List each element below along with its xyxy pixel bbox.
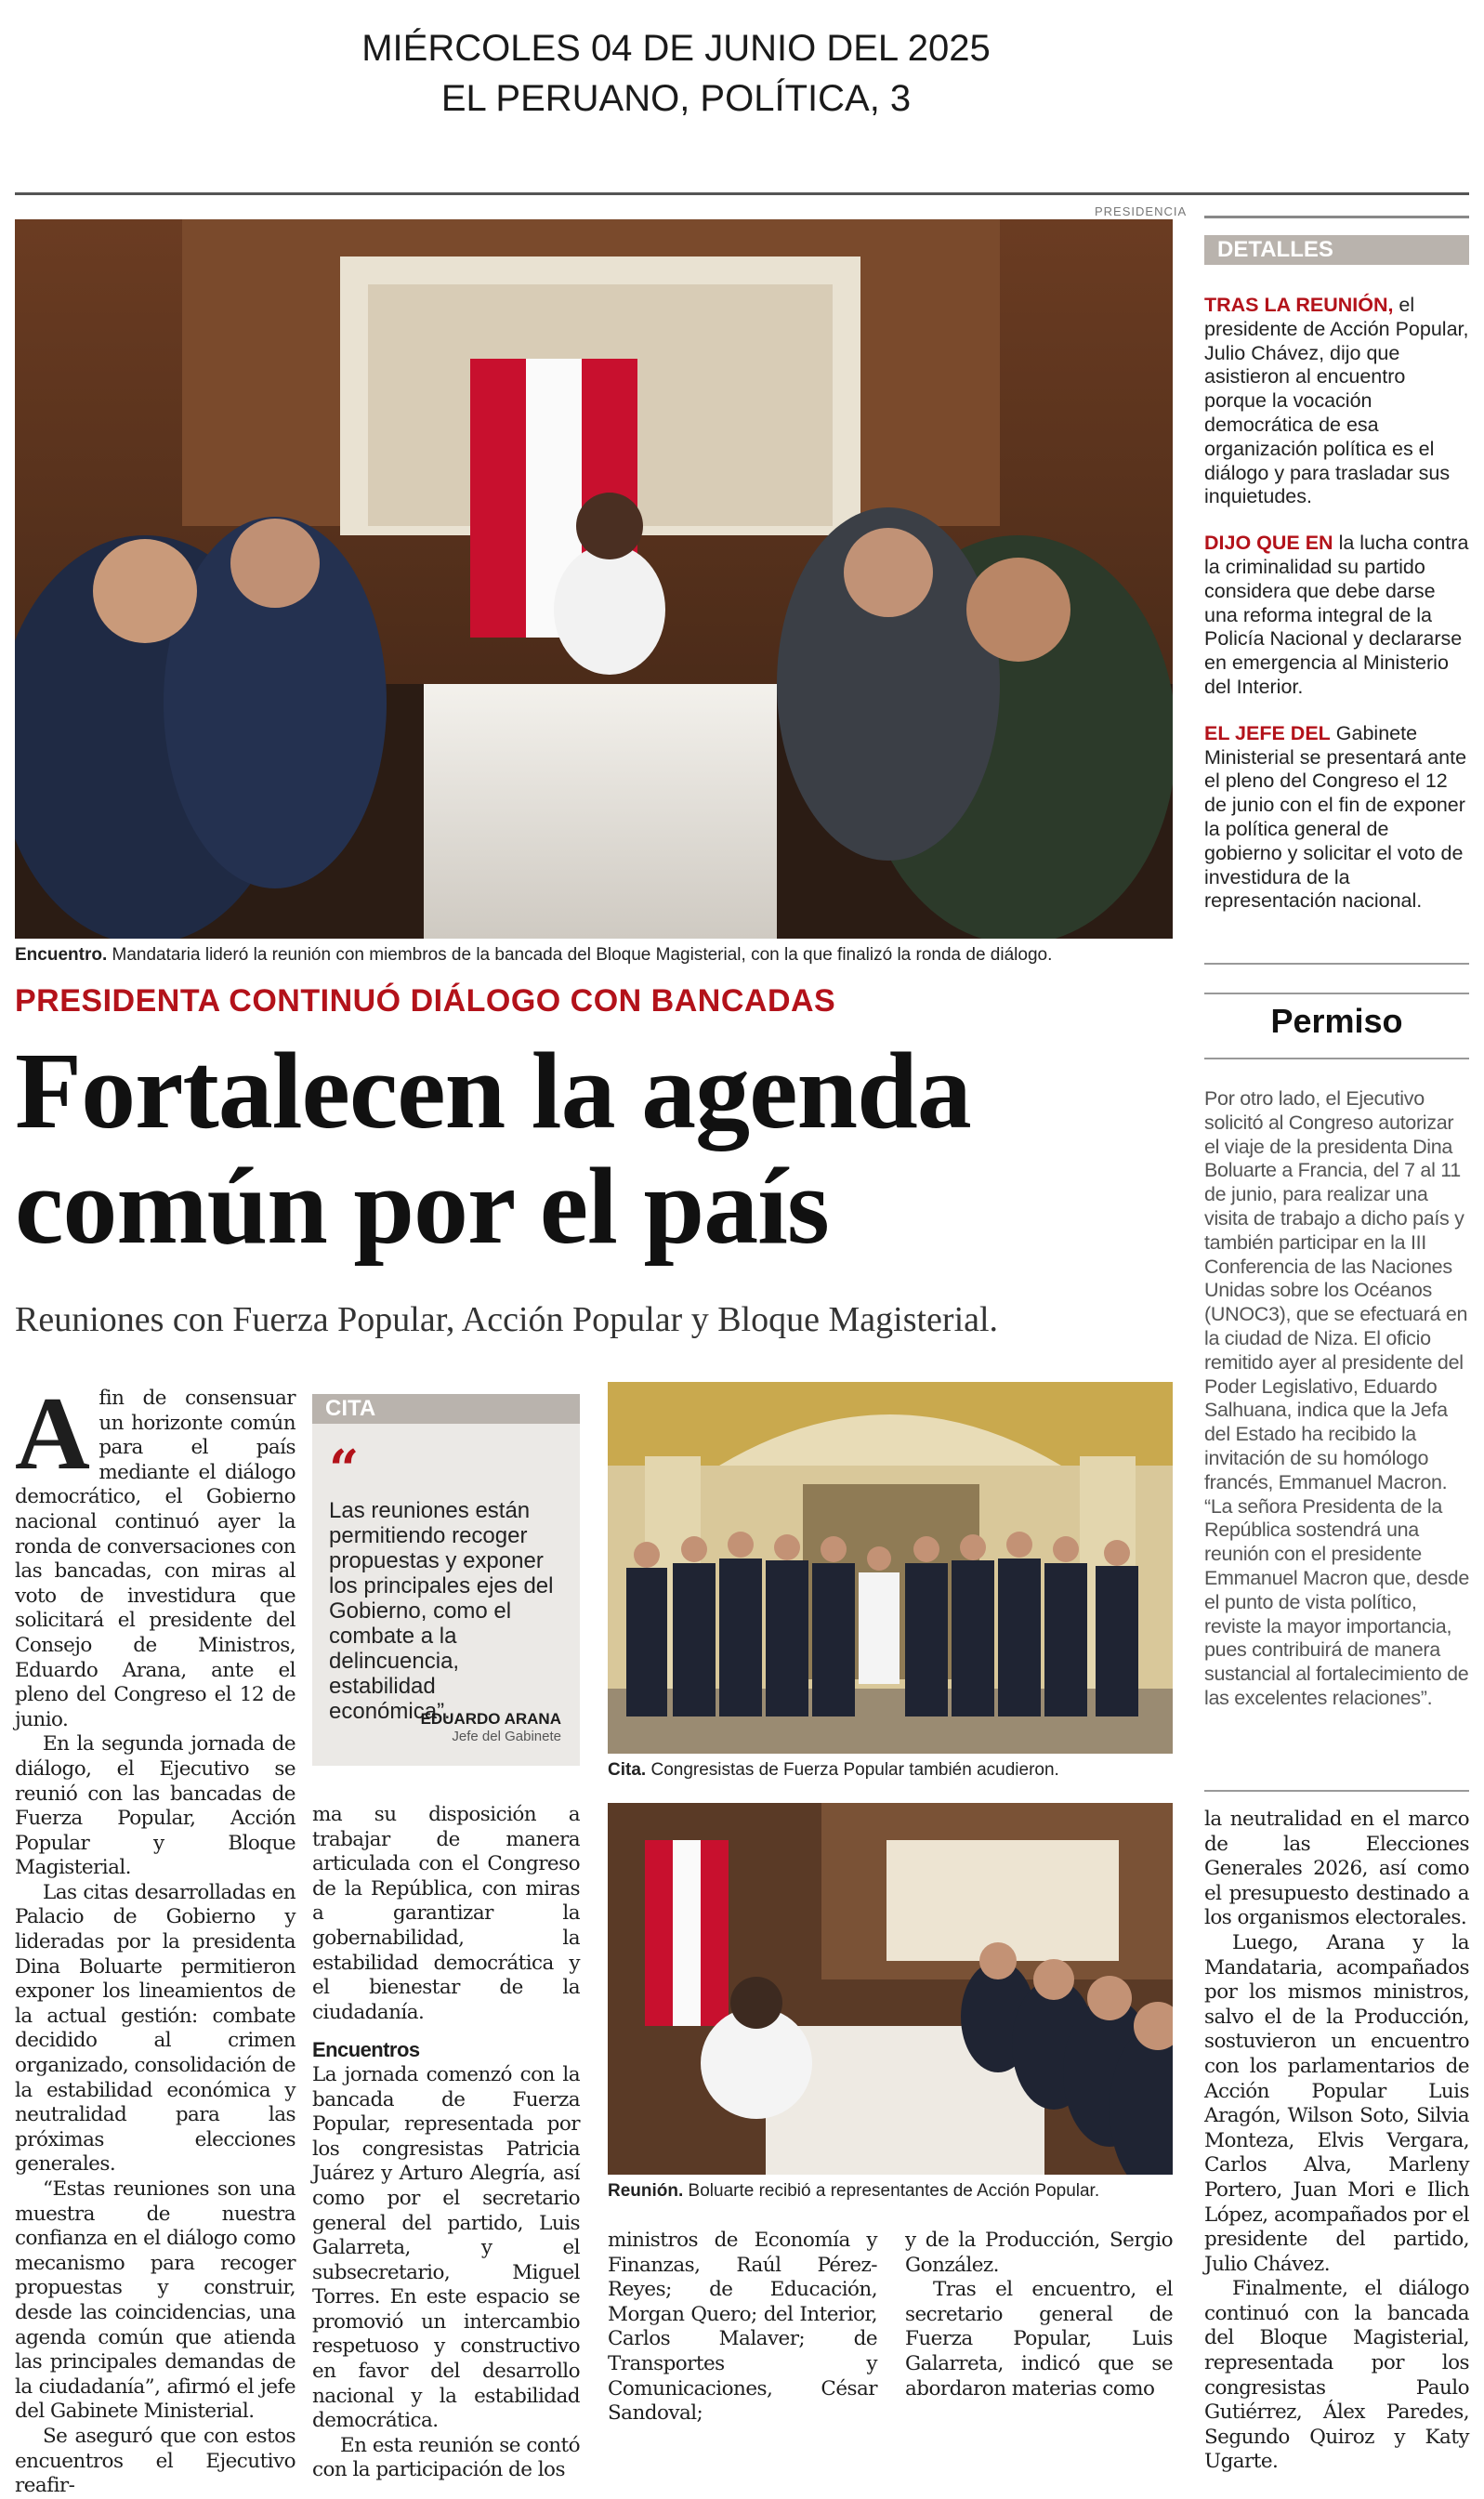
header-rule	[15, 192, 1469, 195]
article-column-5: la neutralidad en el marco de las Elecciones Generales 2026, así como el presupuesto destinado a los organismos electorales. Luego, Arana y la Mandataria, acompañados por los mismos ministros, salvo el de la Producción, sostuvieron un encuentro con los parlamentarios de Acción Popular Luis Aragón, Wilson Soto, Silvia Monteza, Elvis Vergara, Carlos Alva, Marleny Portero, Juan Mori e Ilich López, acompañados por el presidente del partido, Julio Chávez. Finalmente, el diálogo continuó con la bancada del Bloque Magisterial, representada por los congresistas Paulo Gutiérrez, Álex Paredes, Segundo Quiroz y Katy Ugarte.	[1204, 1808, 1469, 2474]
article-column-1: Afin de consensuar un horizonte común para el país mediante el diálogo democrático, el Gobierno nacional continuó ayer la ronda de conversaciones con las bancadas, con miras al voto de investidura que solicitará el presidente del Consejo de Ministros, Eduardo Arana, ante el pleno del Congreso el 12 de junio. En la segunda jornada de diálogo, el Ejecutivo se reunió con las bancadas de Fuerza Popular, Acción Popular y Bloque Magisterial. Las citas desarrolladas en Palacio de Gobierno y lideradas por la presidenta Dina Boluarte permitieron exponer los lineamientos de la actual gestión: combate decidido al crimen organizado, consolidación de la estabilidad económica y neutralidad para las próximas elecciones generales. “Estas reuniones son una muestra de nuestra confianza en el diálogo como mecanismo para recoger propuestas y construir, desde las coincidencias, una agenda común que atienda las principales demandas de la ciudadanía”, afirmó el jefe del Gabinete Ministerial. Se aseguró que con estos encuentros el Ejecutivo reafir-	[15, 1376, 295, 2498]
meeting-photo-caption: Reunión. Boluarte recibió a representantes de Acción Popular.	[608, 2181, 1100, 2201]
quote-text: Las reuniones están permitiendo recoger propuestas y exponer los principales ejes del Gobierno, como el combate a la delincuencia, estabilidad económica”.	[329, 1498, 554, 1724]
details-tag: DETALLES	[1204, 235, 1469, 265]
details-item: TRAS LA REUNIÓN, el presidente de Acción Popular, Julio Chávez, dijo que asistieron al encuentro porque la vocación democrática de esa organización política es el diálogo y para trasladar sus inquietudes.	[1204, 294, 1469, 508]
details-list	[1204, 294, 1469, 936]
group-photo	[608, 1382, 1173, 1754]
article-column-4: y de la Producción, Sergio González. Tras el encuentro, el secretario general de Fuerza Popular, Luis Galarreta, indicó que se abordaron materias como	[905, 2229, 1173, 2400]
article-kicker: PRESIDENTA CONTINUÓ DIÁLOGO CON BANCADAS	[15, 983, 836, 1019]
quote-tag: CITA	[312, 1394, 580, 1424]
quote-mark-icon: “	[329, 1439, 360, 1500]
meeting-photo	[608, 1803, 1173, 2175]
subheading-encuentros: Encuentros	[312, 2038, 420, 2062]
quote-author: EDUARDO ARANA	[420, 1710, 561, 1728]
article-headline: Fortalecen la agenda común por el país	[15, 1030, 971, 1267]
permiso-title-rule	[1204, 1058, 1469, 1059]
main-photo-caption	[15, 944, 1176, 967]
permiso-top-rule	[1204, 993, 1469, 994]
group-photo-caption: Cita. Congresistas de Fuerza Popular también acudieron.	[608, 1760, 1059, 1780]
edition-date: MIÉRCOLES 04 DE JUNIO DEL 2025	[361, 28, 991, 69]
dropcap: A	[15, 1376, 90, 1492]
quote-role: Jefe del Gabinete	[452, 1729, 561, 1744]
article-deck: Reuniones con Fuerza Popular, Acción Popular y Bloque Magisterial.	[15, 1300, 999, 1339]
quote-box	[312, 1394, 580, 1766]
article-column-3: ministros de Economía y Finanzas, Raúl Pérez-Reyes; de Educación, Morgan Quero; del Interior, Carlos Malaver; de Transportes y Comunicaciones, César Sandoval;	[608, 2229, 877, 2426]
article-column-2: ma su disposición a trabajar de manera articulada con el Congreso de la República, con miras a garantizar la gobernabilidad, la estabilidad democrática y el bienestar de la ciudadanía. Encuentros La jornada comenzó con la bancada de Fuerza Popular, representada por los congresistas Patricia Juárez y Arturo Alegría, así como por el secretario general del partido, Luis Galarreta, y el subsecretario, Miguel Torres. En este espacio se promovió un intercambio respetuoso y constructivo en favor del desarrollo nacional y la estabilidad democrática. En esta reunión se contó con la participación de los	[312, 1803, 580, 2482]
caption-text: Mandataria lideró la reunión con miembros de la bancada del Bloque Magisterial, con la que finalizó la ronda de diálogo.	[107, 945, 1053, 965]
main-photo	[15, 219, 1173, 939]
details-bottom-rule	[1204, 963, 1469, 965]
quote-attribution	[421, 1710, 561, 1744]
edition-section: EL PERUANO, POLÍTICA, 3	[440, 78, 912, 119]
details-rule	[1204, 216, 1469, 218]
permiso-bottom-rule	[1204, 1790, 1469, 1792]
permiso-body: Por otro lado, el Ejecutivo solicitó al Congreso autorizar el viaje de la presidenta Dina Boluarte a Francia, del 7 al 11 de junio, para realizar una visita de trabajo a dicho país y también participar en la III Conferencia de las Naciones Unidas sobre los Océanos (UNOC3), que se efectuará en la ciudad de Niza. El oficio remitido ayer al presidente del Poder Legislativo, Eduardo Salhuana, indica que la Jefa del Estado ha recibido la invitación de su homólogo francés, Emmanuel Macron. “La señora Presidenta de la República sostendrá una reunión con el presidente Emmanuel Macron que, desde el punto de vista político, reviste la mayor importancia, pues contribuirá de manera sustancial al fortalecimiento de las excelentes relaciones”.	[1204, 1087, 1470, 1709]
photo-credit: PRESIDENCIA	[1095, 204, 1188, 218]
details-item: DIJO QUE EN la lucha contra la criminalidad su partido considera que debe darse una reforma integral de la Policía Nacional y declararse en emergencia al Ministerio del Interior.	[1204, 532, 1469, 698]
permiso-title: Permiso	[1270, 1002, 1403, 1040]
details-item: EL JEFE DEL Gabinete Ministerial se presentará ante el pleno del Congreso el 12 de junio con el fin de exponer la política general de gobierno y solicitar el voto de investidura de la representación nacional.	[1204, 721, 1467, 913]
caption-lead: Encuentro.	[15, 945, 108, 965]
